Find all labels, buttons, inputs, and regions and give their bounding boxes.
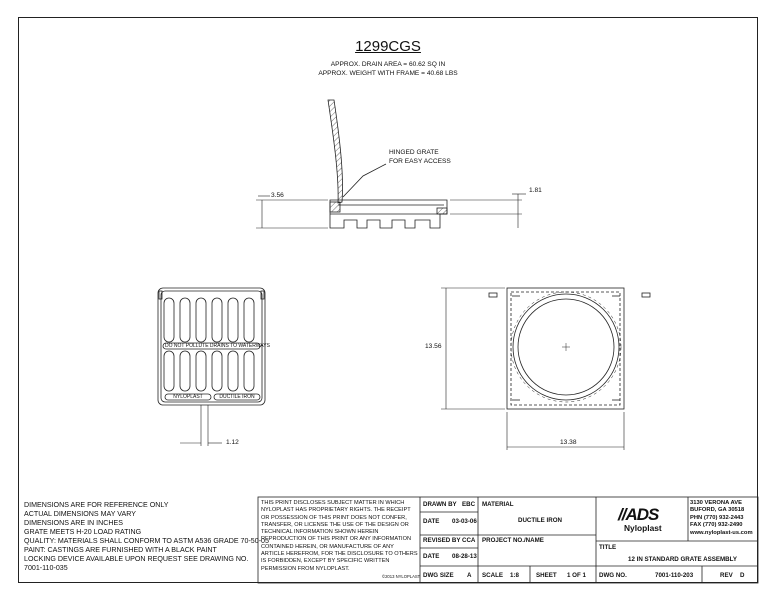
disclaimer-line: IS FORBIDDEN, EXCEPT BY SPECIFIC WRITTEN xyxy=(261,558,390,565)
note-line: QUALITY: MATERIALS SHALL CONFORM TO ASTM A536 GRADE 70-50-05 xyxy=(24,537,269,545)
revised-by-value: CCA xyxy=(462,537,476,544)
ads-logo-stripes: // xyxy=(618,505,626,524)
hinge-note-line2: FOR EASY ACCESS xyxy=(389,158,451,165)
disclaimer-line: CONTAINED HEREIN, OR MANUFACTURE OF ANY xyxy=(261,543,394,550)
disclaimer-line: NYLOPLAST HAS PROPRIETARY RIGHTS. THE RECEIPT xyxy=(261,507,411,514)
phone-line: PHN (770) 932-2443 xyxy=(690,514,744,521)
note-line: DIMENSIONS ARE FOR REFERENCE ONLY xyxy=(24,501,169,509)
disclaimer-line: THIS PRINT DISCLOSES SUBJECT MATTER IN WHICH xyxy=(261,500,405,506)
revised-by-label: REVISED BY xyxy=(423,537,461,544)
date-value-2: 08-28-13 xyxy=(452,553,477,560)
dim-label-side-width: 13.38 xyxy=(560,439,577,446)
note-line: LOCKING DEVICE AVAILABLE UPON REQUEST SEE DRAWING NO. xyxy=(24,555,249,563)
drain-area-note: APPROX. DRAIN AREA = 60.62 SQ IN xyxy=(330,61,446,68)
address-line-2: BUFORD, GA 30518 xyxy=(690,507,745,514)
disclaimer-line: REPRODUCTION OF THIS PRINT OR ANY INFORMATION xyxy=(261,536,412,543)
grate-text-top: DO NOT POLLUTE DRAINS TO WATERWAYS xyxy=(165,343,270,349)
dwg-no-value: 7001-110-203 xyxy=(655,572,694,579)
drawn-by-value: EBC xyxy=(462,501,476,508)
note-line: ACTUAL DIMENSIONS MAY VARY xyxy=(24,510,136,518)
disclaimer-line: OR POSSESSION OF THIS PRINT DOES NOT CONFER, xyxy=(261,514,407,521)
dim-label-height-right: 1.81 xyxy=(529,187,542,194)
disclaimer-line: TECHNICAL INFORMATION SHOWN HEREIN xyxy=(261,529,379,536)
weight-note: APPROX. WEIGHT WITH FRAME = 40.68 LBS xyxy=(318,70,458,77)
dim-label-height-left: 3.56 xyxy=(271,192,284,199)
note-line: 7001-110-035 xyxy=(24,564,68,572)
drawing-title: 12 IN STANDARD GRATE ASSEMBLY xyxy=(628,556,737,563)
grate-text-right: DUCTILE IRON xyxy=(219,394,255,400)
title-label: TITLE xyxy=(599,544,617,551)
scale-label: SCALE xyxy=(482,572,503,579)
nyloplast-brand: Nyloplast xyxy=(624,523,662,533)
rev-label: REV xyxy=(720,572,733,579)
note-line: PAINT: CASTINGS ARE FURNISHED WITH A BLACK PAINT xyxy=(24,546,217,554)
rev-value: D xyxy=(740,572,745,579)
disclaimer-line: ARTICLE HEREFROM, FOR THE DISCLOSURE TO OTHERS xyxy=(261,551,418,558)
ads-logo-text: ADS xyxy=(625,505,659,524)
dimension-height-left xyxy=(256,196,328,228)
address-line-1: 3130 VERONA AVE xyxy=(690,500,742,506)
disclaimer-line: TRANSFER, OR LICENSE THE USE OF THE DESIGN OR xyxy=(261,521,409,528)
website-line: www.nyloplast-us.com xyxy=(690,529,753,536)
dwg-no-label: DWG NO. xyxy=(599,572,627,579)
project-label: PROJECT NO./NAME xyxy=(482,537,544,544)
date-value-1: 03-03-06 xyxy=(452,518,477,525)
drawn-by-label: DRAWN BY xyxy=(423,501,457,508)
dim-label-bar-width: 1.12 xyxy=(226,439,239,446)
date-label-1: DATE xyxy=(423,518,440,525)
dimension-height-right xyxy=(450,194,526,228)
date-label-2: DATE xyxy=(423,553,440,560)
sheet-label: SHEET xyxy=(536,572,557,579)
dwg-size-value: A xyxy=(467,572,472,579)
scale-value: 1:8 xyxy=(510,572,519,579)
general-notes xyxy=(24,501,269,573)
dwg-size-label: DWG SIZE xyxy=(423,572,454,579)
grate-text-left: NYLOPLAST xyxy=(173,394,203,400)
sheet-value: 1 OF 1 xyxy=(567,572,586,579)
proprietary-disclaimer xyxy=(261,500,421,573)
hinge-note-line1: HINGED GRATE xyxy=(389,149,439,156)
part-number-title: 1299CGS xyxy=(355,38,421,55)
copyright-note: ©2013 NYLOPLAST xyxy=(382,574,421,579)
company-address xyxy=(690,500,753,537)
note-line: GRATE MEETS H-20 LOAD RATING xyxy=(24,528,142,536)
fax-line: FAX (770) 932-2490 xyxy=(690,522,743,529)
material-label: MATERIAL xyxy=(482,501,514,508)
frame-plan-view xyxy=(489,288,650,409)
material-value: DUCTILE IRON xyxy=(518,517,562,524)
disclaimer-line: PERMISSION FROM NYLOPLAST. xyxy=(261,565,350,572)
ads-logo xyxy=(618,505,658,525)
dim-label-side-height: 13.56 xyxy=(425,343,442,350)
dimension-bar-width xyxy=(180,405,222,446)
note-line: DIMENSIONS ARE IN INCHES xyxy=(24,519,123,527)
